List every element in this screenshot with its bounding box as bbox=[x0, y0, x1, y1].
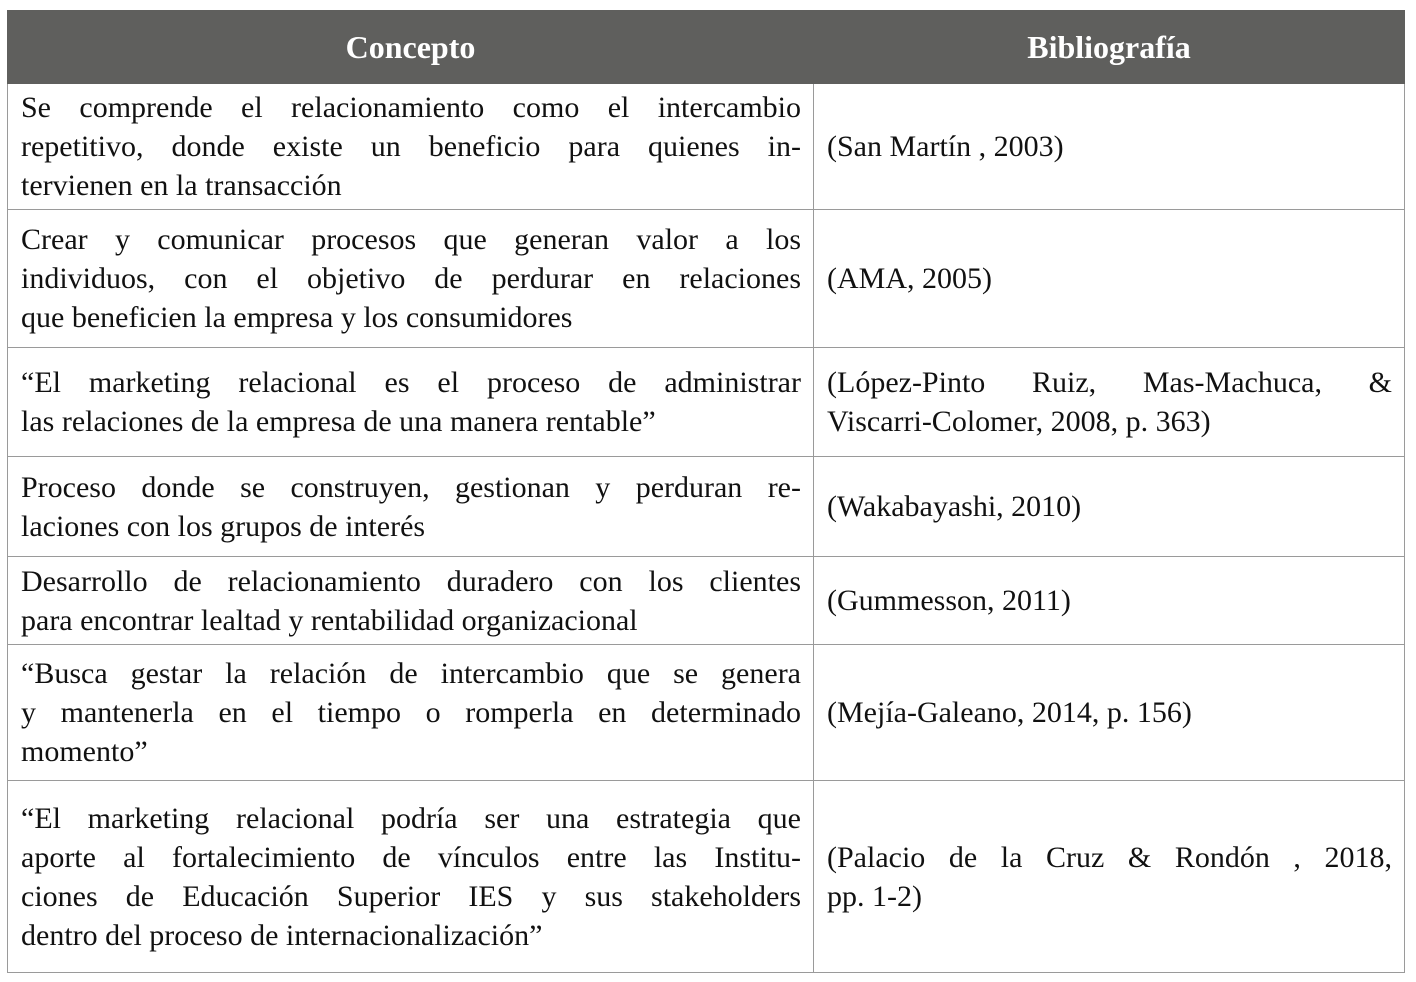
bibliography-cell bbox=[814, 781, 1405, 973]
header-bibliography: Bibliografía bbox=[814, 11, 1405, 84]
text-line: Proceso donde se construyen, gestionan y perduran re- bbox=[21, 470, 801, 504]
table-row bbox=[8, 348, 1405, 457]
text-line: tervienen en la transacción bbox=[21, 169, 342, 202]
bibliography-cell bbox=[814, 348, 1405, 457]
text-line: (Gummesson, 2011) bbox=[827, 584, 1071, 617]
text-line: dentro del proceso de internacionalización” bbox=[21, 918, 543, 952]
text-line: las relaciones de la empresa de una manera rentable” bbox=[21, 405, 656, 438]
bibliography-cell bbox=[814, 457, 1405, 557]
text-line: pp. 1-2) bbox=[827, 879, 922, 913]
text-line: Crear y comunicar procesos que generan valor a los bbox=[21, 223, 801, 256]
concept-cell bbox=[8, 645, 814, 781]
text-line: (AMA, 2005) bbox=[827, 262, 992, 295]
text-line: Se comprende el relacionamiento como el intercambio bbox=[21, 91, 801, 124]
table-row bbox=[8, 210, 1405, 348]
text-line: “El marketing relacional podría ser una estrategia que bbox=[21, 801, 801, 835]
text-line: “El marketing relacional es el proceso de administrar bbox=[21, 366, 801, 399]
text-line: (Wakabayashi, 2010) bbox=[827, 490, 1082, 523]
text-line: “Busca gestar la relación de intercambio que se genera bbox=[21, 657, 801, 690]
text-line: ciones de Educación Superior IES y sus stakeholders bbox=[21, 879, 801, 913]
text-line: repetitivo, donde existe un beneficio para quienes in- bbox=[21, 130, 801, 163]
bibliography-cell bbox=[814, 557, 1405, 645]
bibliography-cell bbox=[814, 84, 1405, 210]
concept-cell bbox=[8, 557, 814, 645]
text-line: y mantenerla en el tiempo o romperla en determinado bbox=[21, 696, 801, 729]
table-row bbox=[8, 457, 1405, 557]
text-line: laciones con los grupos de interés bbox=[21, 509, 426, 543]
table-body bbox=[8, 84, 1405, 973]
concept-cell bbox=[8, 84, 814, 210]
text-line: (Mejía-Galeano, 2014, p. 156) bbox=[827, 696, 1192, 729]
header-row bbox=[8, 11, 1405, 84]
table-row bbox=[8, 84, 1405, 210]
concept-cell bbox=[8, 457, 814, 557]
text-line: para encontrar lealtad y rentabilidad organizacional bbox=[21, 603, 638, 637]
text-line: momento” bbox=[21, 735, 148, 768]
text-line: que beneficien la empresa y los consumidores bbox=[21, 301, 573, 334]
text-line: Desarrollo de relacionamiento duradero con los clientes bbox=[21, 564, 801, 598]
concept-bibliography-table bbox=[7, 10, 1405, 973]
concept-cell bbox=[8, 210, 814, 348]
text-line: (San Martín , 2003) bbox=[827, 130, 1064, 163]
header-concept: Concepto bbox=[8, 11, 814, 84]
text-line: Viscarri-Colomer, 2008, p. 363) bbox=[827, 405, 1211, 438]
table-row bbox=[8, 645, 1405, 781]
text-line: aporte al fortalecimiento de vínculos entre las Institu- bbox=[21, 840, 801, 874]
table-row bbox=[8, 781, 1405, 973]
bibliography-cell bbox=[814, 645, 1405, 781]
text-line: (López-Pinto Ruiz, Mas-Machuca, & bbox=[827, 366, 1392, 399]
bibliography-cell bbox=[814, 210, 1405, 348]
text-line: (Palacio de la Cruz & Rondón , 2018, bbox=[827, 840, 1392, 874]
concept-cell bbox=[8, 348, 814, 457]
concept-cell bbox=[8, 781, 814, 973]
table-row bbox=[8, 557, 1405, 645]
text-line: individuos, con el objetivo de perdurar en relaciones bbox=[21, 262, 801, 295]
